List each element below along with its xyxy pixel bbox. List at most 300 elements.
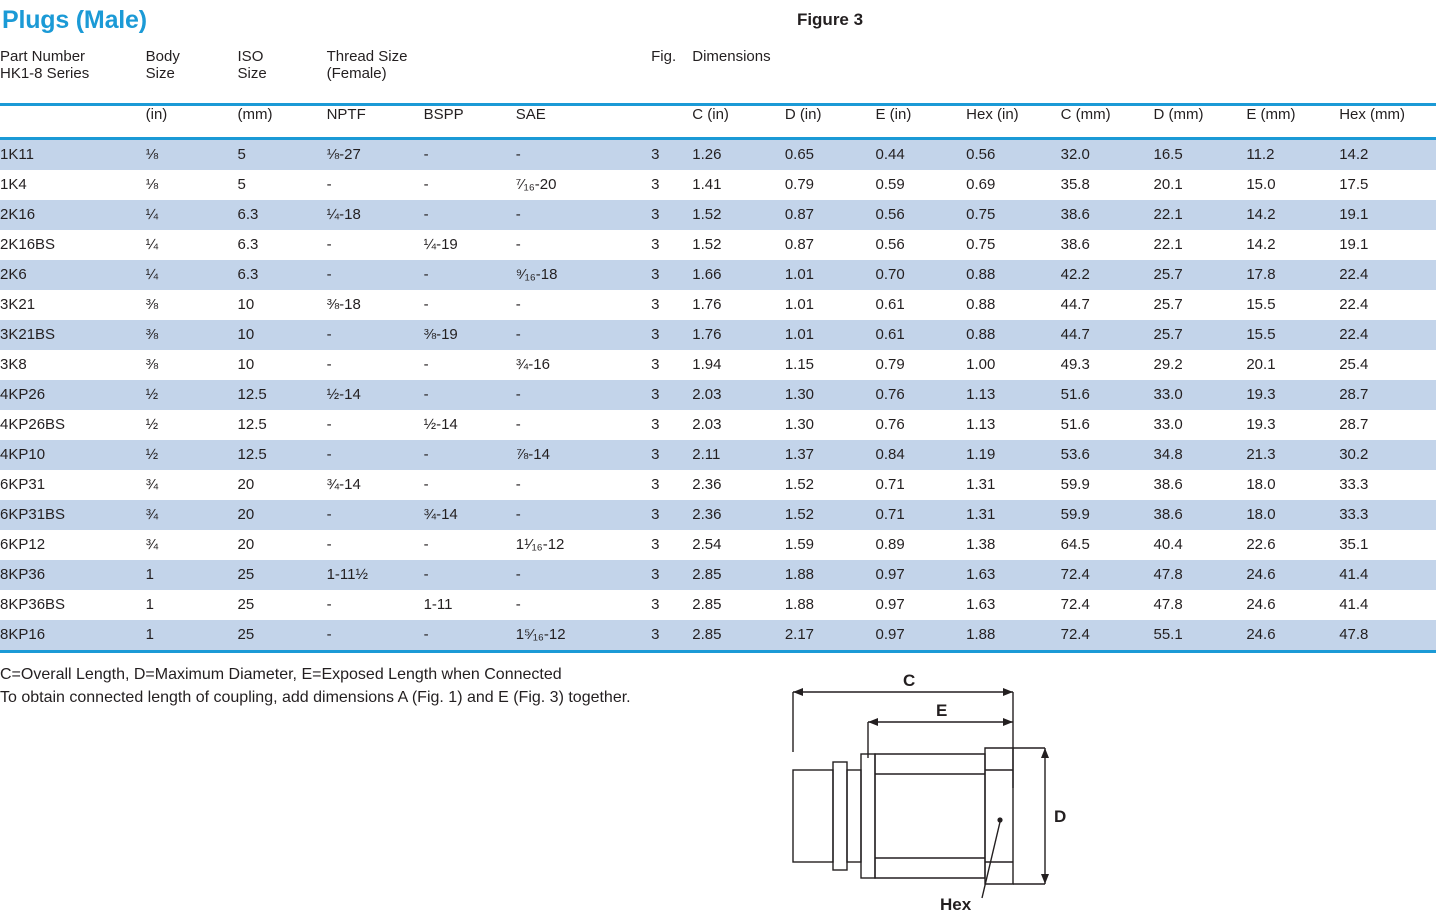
cell-d-in: 1.01 — [784, 326, 815, 343]
cell-nptf: ½-14 — [326, 386, 361, 403]
cell-hex-mm: 41.4 — [1339, 596, 1369, 613]
cell-iso: 20 — [237, 536, 255, 553]
header-d-mm: D (mm) — [1153, 106, 1204, 123]
cell-nptf: - — [326, 506, 332, 523]
cell-sae: - — [515, 146, 521, 163]
cell-part: 3K21 — [0, 296, 36, 313]
cell-c-in: 1.41 — [692, 176, 722, 193]
header-body-unit: (in) — [145, 106, 168, 123]
cell-c-in: 2.03 — [692, 416, 722, 433]
cell-sae: 1⁵⁄₁₆-12 — [516, 620, 651, 652]
cell-e-mm: 18.0 — [1246, 476, 1276, 493]
cell-bspp: - — [423, 176, 429, 193]
cell-part: 3K8 — [0, 356, 27, 373]
cell-nptf: ⅜-18 — [326, 296, 361, 313]
table-row — [0, 410, 1436, 440]
cell-body: ¾ — [145, 536, 159, 553]
cell-body: ¼ — [145, 266, 159, 283]
cell-hex-mm: 17.5 — [1339, 176, 1369, 193]
cell-bspp: ⅜-19 — [423, 326, 458, 343]
cell-fig: 3 — [651, 506, 660, 523]
cell-e-mm: 20.1 — [1246, 356, 1276, 373]
cell-sae: - — [515, 236, 521, 253]
cell-fig: 3 — [651, 206, 660, 223]
cell-d-mm: 38.6 — [1153, 506, 1183, 523]
cell-d-in: 1.30 — [784, 386, 815, 403]
cell-c-in: 2.36 — [692, 476, 722, 493]
cell-d-mm: 55.1 — [1153, 620, 1246, 652]
cell-e-mm: 18.0 — [1246, 506, 1276, 523]
cell-d-in: 1.59 — [784, 536, 815, 553]
cell-c-mm: 64.5 — [1060, 536, 1090, 553]
table-row — [0, 350, 1436, 380]
header-hex-mm: Hex (mm) — [1339, 106, 1406, 123]
cell-e-in: 0.97 — [875, 620, 966, 652]
cell-fig: 3 — [651, 536, 660, 553]
header-nptf: NPTF — [326, 106, 366, 123]
cell-c-mm: 38.6 — [1060, 206, 1090, 223]
cell-c-mm: 72.4 — [1060, 566, 1090, 583]
cell-d-mm: 20.1 — [1153, 176, 1183, 193]
header-fig-blank — [651, 105, 692, 135]
cell-body: 1 — [146, 620, 238, 652]
cell-c-mm: 51.6 — [1060, 416, 1090, 433]
cell-iso: 6.3 — [237, 206, 259, 223]
cell-bspp: ¾-14 — [423, 506, 458, 523]
cell-hex-mm: 22.4 — [1339, 266, 1369, 283]
cell-d-in: 1.88 — [784, 566, 815, 583]
cell-hex-in: 0.88 — [966, 326, 996, 343]
header-hex-in: Hex (in) — [966, 106, 1019, 123]
header-thread-size-line1: Thread Size — [326, 48, 408, 65]
cell-hex-mm: 19.1 — [1339, 236, 1369, 253]
cell-sae: 1¹⁄₁₆-12 — [515, 536, 565, 553]
cell-c-in: 2.85 — [692, 596, 722, 613]
cell-fig: 3 — [651, 446, 660, 463]
cell-c-in: 1.76 — [692, 326, 722, 343]
cell-hex-in: 0.69 — [966, 176, 996, 193]
cell-part: 6KP31BS — [0, 506, 66, 523]
cell-c-in: 2.36 — [692, 506, 722, 523]
table-row — [0, 260, 1436, 290]
cell-fig: 3 — [651, 356, 660, 373]
cell-fig: 3 — [651, 236, 660, 253]
cell-bspp: - — [423, 296, 429, 313]
cell-hex-in: 1.00 — [966, 356, 996, 373]
cell-d-mm: 22.1 — [1153, 206, 1183, 223]
cell-fig: 3 — [651, 476, 660, 493]
cell-hex-in: 1.31 — [966, 506, 996, 523]
note-line-1: C=Overall Length, D=Maximum Diameter, E=Exposed Length when Connected — [0, 666, 562, 683]
cell-nptf: - — [326, 236, 332, 253]
header-fig: Fig. — [651, 48, 677, 65]
cell-c-in: 2.85 — [692, 566, 722, 583]
cell-d-mm: 22.1 — [1153, 236, 1183, 253]
cell-e-in: 0.61 — [875, 296, 905, 313]
cell-sae: ⁹⁄₁₆-18 — [515, 266, 558, 283]
cell-c-in: 2.54 — [692, 536, 722, 553]
cell-iso: 20 — [237, 506, 255, 523]
header-part-number-line1: Part Number — [0, 48, 86, 65]
cell-fig: 3 — [651, 176, 660, 193]
cell-e-in: 0.97 — [875, 596, 905, 613]
cell-e-in: 0.44 — [875, 146, 905, 163]
cell-hex-in: 1.31 — [966, 476, 996, 493]
cell-hex-mm: 33.3 — [1339, 506, 1369, 523]
cell-bspp: - — [423, 266, 429, 283]
cell-part: 4KP10 — [0, 446, 46, 463]
cell-c-in: 1.76 — [692, 296, 722, 313]
cell-e-mm: 15.5 — [1246, 296, 1276, 313]
cell-bspp: - — [423, 356, 429, 373]
cell-c-in: 1.52 — [692, 206, 722, 223]
table-row — [0, 500, 1436, 530]
cell-e-in: 0.61 — [875, 326, 905, 343]
cell-e-in: 0.76 — [875, 416, 905, 433]
cell-e-mm: 17.8 — [1246, 266, 1276, 283]
cell-c-mm: 42.2 — [1060, 266, 1090, 283]
cell-nptf: - — [326, 446, 332, 463]
cell-c-mm: 44.7 — [1060, 326, 1090, 343]
drawing-label-e: E — [936, 701, 948, 720]
cell-iso: 25 — [237, 566, 255, 583]
cell-e-mm: 24.6 — [1246, 596, 1276, 613]
cell-nptf: - — [326, 536, 332, 553]
cell-c-in: 1.52 — [692, 236, 722, 253]
cell-e-mm: 11.2 — [1246, 146, 1275, 163]
cell-hex-in: 1.63 — [966, 596, 996, 613]
cell-d-in: 1.01 — [784, 296, 815, 313]
cell-part: 4KP26 — [0, 386, 46, 403]
header-row-sub — [0, 105, 1436, 135]
cell-hex-mm: 14.2 — [1339, 146, 1369, 163]
cell-hex-mm: 41.4 — [1339, 566, 1369, 583]
cell-d-mm: 25.7 — [1153, 296, 1183, 313]
cell-body: ½ — [145, 446, 159, 463]
cell-sae: - — [515, 206, 521, 223]
cell-body: 1 — [145, 596, 154, 613]
cell-part: 2K16 — [0, 206, 36, 223]
cell-hex-in: 1.63 — [966, 566, 996, 583]
table-row — [0, 590, 1436, 620]
cell-e-in: 0.76 — [875, 386, 905, 403]
cell-e-mm: 22.6 — [1246, 536, 1276, 553]
cell-sae: - — [515, 476, 521, 493]
cell-iso: 6.3 — [237, 236, 259, 253]
cell-fig: 3 — [651, 296, 660, 313]
cell-c-mm: 72.4 — [1060, 596, 1090, 613]
cell-sae: - — [515, 566, 521, 583]
cell-c-in: 2.03 — [692, 386, 722, 403]
cell-d-in: 0.65 — [784, 146, 815, 163]
drawing-label-hex: Hex — [940, 895, 972, 914]
header-part-number-line2: HK1-8 Series — [0, 65, 90, 82]
cell-c-in: 2.11 — [692, 446, 721, 463]
cell-nptf: - — [326, 266, 332, 283]
header-iso-size-line1: ISO — [237, 48, 264, 65]
cell-d-mm: 25.7 — [1153, 326, 1183, 343]
cell-c-mm: 38.6 — [1060, 236, 1090, 253]
notes — [0, 663, 631, 709]
cell-bspp: ½-14 — [423, 416, 458, 433]
header-thread-size — [327, 48, 652, 100]
cell-fig: 3 — [651, 326, 660, 343]
cell-e-mm: 14.2 — [1246, 236, 1276, 253]
cell-d-in: 0.87 — [784, 206, 815, 223]
cell-fig: 3 — [651, 416, 660, 433]
cell-c-mm: 59.9 — [1060, 476, 1090, 493]
cell-d-mm: 47.8 — [1153, 566, 1183, 583]
cell-nptf: - — [327, 620, 424, 652]
cell-c-mm: 51.6 — [1060, 386, 1090, 403]
table-row — [0, 530, 1436, 560]
header-iso-size — [238, 48, 327, 100]
header-part-number — [0, 48, 146, 100]
cell-e-mm: 15.5 — [1246, 326, 1276, 343]
cell-bspp: ¼-19 — [423, 236, 458, 253]
cell-hex-mm: 30.2 — [1339, 446, 1369, 463]
header-c-mm: C (mm) — [1060, 106, 1111, 123]
cell-part: 2K16BS — [0, 236, 56, 253]
table-row — [0, 560, 1436, 590]
cell-c-mm: 44.7 — [1060, 296, 1090, 313]
cell-iso: 25 — [237, 596, 255, 613]
cell-d-mm: 16.5 — [1153, 146, 1183, 163]
cell-d-mm: 38.6 — [1153, 476, 1183, 493]
cell-d-mm: 29.2 — [1153, 356, 1183, 373]
cell-nptf: - — [326, 416, 332, 433]
cell-bspp: - — [423, 146, 429, 163]
cell-sae: - — [515, 416, 521, 433]
header-dimensions: Dimensions — [692, 48, 771, 65]
cell-bspp: - — [423, 446, 429, 463]
header-d-in: D (in) — [784, 106, 822, 123]
drawing-label-c: C — [903, 671, 916, 690]
cell-body: ⅛ — [145, 146, 159, 163]
plug-drawing-svg — [760, 670, 1090, 915]
cell-fig: 3 — [651, 386, 660, 403]
cell-iso: 20 — [237, 476, 255, 493]
cell-sae: ¾-16 — [515, 356, 550, 373]
table-header — [0, 48, 1436, 139]
cell-d-in: 2.17 — [785, 620, 876, 652]
cell-e-in: 0.79 — [875, 356, 905, 373]
cell-e-in: 0.56 — [875, 206, 905, 223]
table-row — [0, 139, 1436, 171]
cell-d-in: 1.52 — [784, 506, 815, 523]
cell-iso: 12.5 — [237, 386, 267, 403]
table-row — [0, 440, 1436, 470]
header-thread-size-line2: (Female) — [326, 65, 387, 82]
cell-part: 2K6 — [0, 266, 27, 283]
cell-sae: ⅞-14 — [515, 446, 550, 463]
cell-d-in: 1.30 — [784, 416, 815, 433]
cell-nptf: ¾-14 — [326, 476, 361, 493]
cell-part: 6KP12 — [0, 536, 46, 553]
cell-body: ¾ — [145, 476, 159, 493]
table-row — [0, 170, 1436, 200]
figure-title: Figure 3 — [796, 10, 864, 29]
cell-c-mm: 32.0 — [1060, 146, 1090, 163]
cell-d-mm: 33.0 — [1153, 386, 1183, 403]
table-row — [0, 620, 1436, 652]
cell-nptf: 1-11½ — [326, 566, 369, 583]
cell-part: 1K4 — [0, 176, 27, 193]
cell-fig: 3 — [651, 620, 692, 652]
cell-hex-in: 1.13 — [966, 386, 996, 403]
table-row — [0, 230, 1436, 260]
cell-nptf: - — [326, 326, 332, 343]
table-row — [0, 470, 1436, 500]
header-e-mm: E (mm) — [1246, 106, 1296, 123]
cell-nptf: ⅛-27 — [326, 146, 361, 163]
cell-iso: 12.5 — [237, 416, 267, 433]
header-bspp: BSPP — [423, 106, 464, 123]
cell-hex-in: 0.88 — [966, 296, 996, 313]
cell-body: ½ — [145, 386, 159, 403]
cell-e-in: 0.97 — [875, 566, 905, 583]
cell-nptf: - — [326, 176, 332, 193]
cell-hex-mm: 35.1 — [1339, 536, 1369, 553]
cell-d-in: 1.01 — [784, 266, 815, 283]
cell-e-mm: 24.6 — [1246, 620, 1339, 652]
cell-hex-mm: 19.1 — [1339, 206, 1369, 223]
cell-e-mm: 14.2 — [1246, 206, 1276, 223]
table-row — [0, 290, 1436, 320]
cell-iso: 12.5 — [237, 446, 267, 463]
cell-iso: 10 — [237, 356, 255, 373]
header-sae: SAE — [515, 106, 546, 123]
cell-hex-mm: 22.4 — [1339, 296, 1369, 313]
cell-body: ⅜ — [145, 356, 159, 373]
header-row-main — [0, 48, 1436, 100]
title-row — [0, 6, 1436, 42]
cell-iso: 10 — [237, 296, 255, 313]
cell-d-in: 1.15 — [784, 356, 815, 373]
cell-d-in: 0.79 — [784, 176, 815, 193]
cell-e-mm: 19.3 — [1246, 386, 1276, 403]
cell-bspp: - — [423, 386, 429, 403]
cell-hex-in: 1.19 — [966, 446, 996, 463]
note-line-2: To obtain connected length of coupling, add dimensions A (Fig. 1) and E (Fig. 3) together. — [0, 689, 631, 706]
cell-body: 1 — [145, 566, 154, 583]
cell-iso: 5 — [237, 146, 246, 163]
cell-nptf: - — [326, 356, 332, 373]
cell-hex-in: 1.38 — [966, 536, 996, 553]
cell-hex-mm: 28.7 — [1339, 416, 1369, 433]
cell-e-in: 0.89 — [875, 536, 905, 553]
header-sub-blank — [0, 105, 146, 135]
cell-hex-in: 0.56 — [966, 146, 996, 163]
cell-c-in: 1.66 — [692, 266, 722, 283]
table-row — [0, 200, 1436, 230]
table-body — [0, 139, 1436, 652]
cell-part: 8KP36 — [0, 566, 46, 583]
cell-e-in: 0.84 — [875, 446, 905, 463]
cell-e-in: 0.71 — [875, 476, 905, 493]
header-body-size-line2: Size — [145, 65, 175, 82]
cell-bspp: - — [423, 536, 429, 553]
cell-body: ¾ — [145, 506, 159, 523]
page-title: Plugs (Male) — [2, 6, 147, 34]
cell-c-in: 1.26 — [692, 146, 722, 163]
cell-c-mm: 59.9 — [1060, 506, 1090, 523]
cell-e-in: 0.70 — [875, 266, 905, 283]
cell-c-mm: 35.8 — [1060, 176, 1090, 193]
cell-fig: 3 — [651, 146, 660, 163]
cell-part: 1K11 — [0, 146, 34, 163]
cell-d-mm: 25.7 — [1153, 266, 1183, 283]
cell-sae: - — [515, 596, 521, 613]
cell-d-mm: 34.8 — [1153, 446, 1183, 463]
cell-fig: 3 — [651, 596, 660, 613]
cell-body: ¼ — [145, 236, 159, 253]
drawing-label-d: D — [1054, 807, 1067, 826]
cell-part: 3K21BS — [0, 326, 56, 343]
cell-body: ⅜ — [145, 296, 159, 313]
cell-iso: 5 — [237, 176, 246, 193]
cell-c-mm: 72.4 — [1061, 620, 1154, 652]
cell-e-in: 0.59 — [875, 176, 905, 193]
cell-hex-mm: 25.4 — [1339, 356, 1369, 373]
cell-e-mm: 21.3 — [1246, 446, 1276, 463]
cell-e-mm: 24.6 — [1246, 566, 1276, 583]
cell-bspp: - — [423, 566, 429, 583]
cell-e-in: 0.71 — [875, 506, 905, 523]
plug-drawing — [760, 670, 1090, 915]
header-c-in: C (in) — [692, 106, 729, 123]
header-body-size-line1: Body — [145, 48, 180, 65]
cell-c-mm: 53.6 — [1060, 446, 1090, 463]
cell-d-in: 0.87 — [784, 236, 815, 253]
table-row — [0, 320, 1436, 350]
cell-hex-mm: 22.4 — [1339, 326, 1369, 343]
cell-e-mm: 15.0 — [1246, 176, 1276, 193]
cell-hex-in: 1.13 — [966, 416, 996, 433]
cell-d-in: 1.37 — [784, 446, 815, 463]
cell-c-in: 2.85 — [692, 620, 785, 652]
cell-sae: - — [515, 326, 521, 343]
cell-hex-in: 0.75 — [966, 236, 996, 253]
cell-c-mm: 49.3 — [1060, 356, 1090, 373]
cell-d-in: 1.52 — [784, 476, 815, 493]
cell-hex-mm: 28.7 — [1339, 386, 1369, 403]
cell-d-mm: 40.4 — [1153, 536, 1183, 553]
cell-bspp: - — [424, 620, 516, 652]
cell-nptf: - — [326, 596, 332, 613]
cell-hex-in: 0.75 — [966, 206, 996, 223]
table-row — [0, 380, 1436, 410]
cell-hex-mm: 47.8 — [1339, 620, 1436, 652]
cell-e-in: 0.56 — [875, 236, 905, 253]
cell-part: 8KP16 — [0, 620, 146, 652]
cell-sae: - — [515, 386, 521, 403]
cell-part: 8KP36BS — [0, 596, 66, 613]
header-body-size — [146, 48, 238, 100]
cell-body: ½ — [145, 416, 159, 433]
cell-sae: - — [515, 506, 521, 523]
cell-bspp: 1-11 — [423, 596, 453, 613]
cell-bspp: - — [423, 206, 429, 223]
header-e-in: E (in) — [875, 106, 912, 123]
cell-part: 4KP26BS — [0, 416, 66, 433]
cell-e-mm: 19.3 — [1246, 416, 1276, 433]
cell-part: 6KP31 — [0, 476, 46, 493]
cell-d-in: 1.88 — [784, 596, 815, 613]
cell-iso: 6.3 — [237, 266, 259, 283]
cell-hex-in: 0.88 — [966, 266, 996, 283]
cell-sae: - — [515, 296, 521, 313]
